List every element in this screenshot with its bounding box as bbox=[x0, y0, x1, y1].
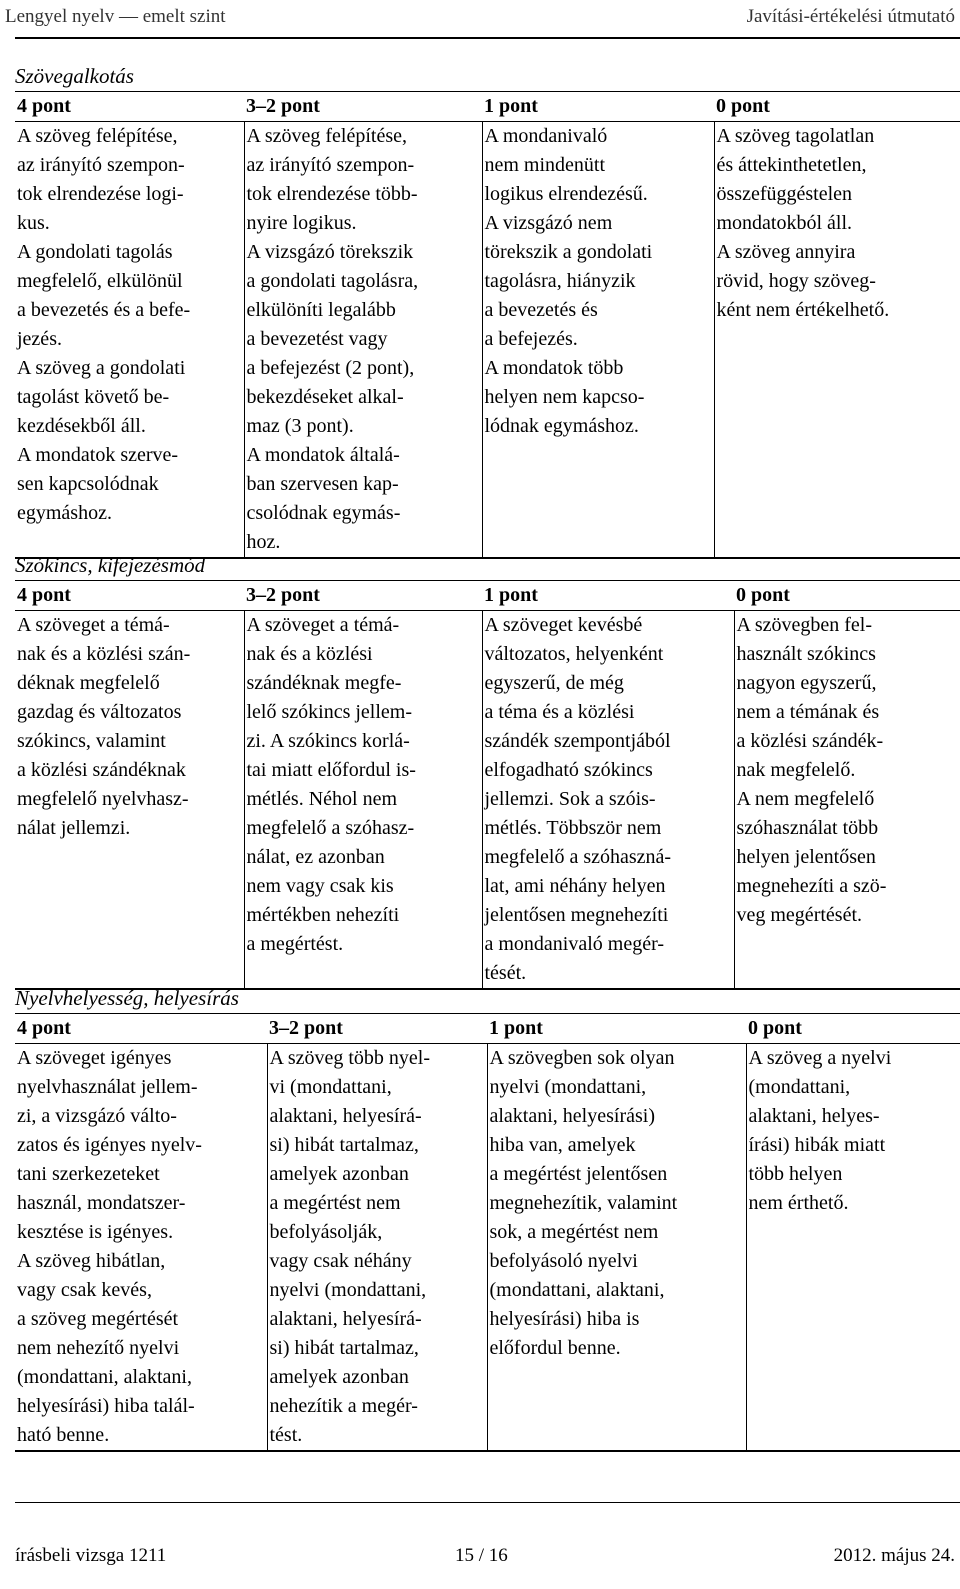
cell-text-line: A szöveg felépítése, bbox=[246, 125, 407, 147]
cell-3-2-pont bbox=[244, 122, 482, 559]
cell-text-line: A szövegben fel- bbox=[736, 614, 873, 636]
cell-text-line: A mondatok több bbox=[484, 357, 624, 379]
cell-text-line: tagolást követő be- bbox=[17, 386, 170, 408]
cell-3-2-pont bbox=[267, 1044, 487, 1452]
cell-text-line: kesztése is igényes. bbox=[17, 1221, 174, 1243]
cell-text-line: jelentősen megnehezíti bbox=[484, 904, 669, 926]
cell-text-line: sen kapcsolódnak bbox=[17, 473, 159, 495]
cell-text-line: rövid, hogy szöveg- bbox=[716, 270, 876, 292]
cell-3-2-pont bbox=[244, 611, 482, 990]
footer-exam-id: írásbeli vizsga 1211 bbox=[15, 1545, 167, 1566]
cell-text-line: tését. bbox=[484, 962, 527, 984]
cell-1-pont bbox=[482, 611, 734, 990]
cell-text-line: a közlési szándék- bbox=[736, 730, 884, 752]
cell-text-line: A szövegben sok olyan bbox=[489, 1047, 675, 1069]
cell-text-line: métlés. Néhol nem bbox=[246, 788, 398, 810]
cell-text-line: a bevezetés és a befe- bbox=[17, 299, 191, 321]
cell-text-line: előfordul benne. bbox=[489, 1337, 621, 1359]
section-nyelvhelyesseg bbox=[15, 985, 960, 1452]
cell-text-line: hoz. bbox=[246, 531, 281, 553]
cell-text-line: veg megértését. bbox=[736, 904, 862, 926]
col-header-1: 1 pont bbox=[482, 581, 734, 611]
section-szokincs bbox=[15, 552, 960, 990]
cell-text-line: megnehezítik, valamint bbox=[489, 1192, 678, 1214]
col-header-3-2: 3–2 pont bbox=[267, 1014, 487, 1044]
cell-text-line: nagyon egyszerű, bbox=[736, 672, 877, 694]
cell-text-line: A szöveg annyira bbox=[716, 241, 856, 263]
col-header-4: 4 pont bbox=[15, 581, 244, 611]
cell-text-line: (mondattani, bbox=[748, 1076, 851, 1098]
cell-1-pont bbox=[482, 122, 714, 559]
cell-text-line: több helyen bbox=[748, 1163, 843, 1185]
cell-text-line: a megértést jelentősen bbox=[489, 1163, 668, 1185]
cell-text-line: tést. bbox=[269, 1424, 303, 1446]
cell-text-line: a közlési szándéknak bbox=[17, 759, 186, 781]
col-header-4: 4 pont bbox=[15, 92, 244, 122]
col-header-0: 0 pont bbox=[734, 581, 960, 611]
cell-text-line: helyesírási) hiba talál- bbox=[17, 1395, 195, 1417]
col-header-0: 0 pont bbox=[714, 92, 960, 122]
cell-text-line: változatos, helyenként bbox=[484, 643, 664, 665]
section-title: Szókincs, kifejezésmód bbox=[15, 553, 206, 577]
cell-text-line: írási) hibák miatt bbox=[748, 1134, 886, 1156]
section-szovegalkotas bbox=[15, 63, 960, 559]
cell-text-line: nem a témának és bbox=[736, 701, 880, 723]
col-header-1: 1 pont bbox=[482, 92, 714, 122]
cell-text-line: nem nehezítő nyelvi bbox=[17, 1337, 180, 1359]
cell-text-line: nak és a közlési bbox=[246, 643, 373, 665]
cell-text-line: nyelvhasználat jellem- bbox=[17, 1076, 198, 1098]
cell-0-pont bbox=[746, 1044, 960, 1452]
rubric-header-row bbox=[15, 1014, 960, 1044]
page-header bbox=[5, 6, 955, 28]
cell-text-line: a bevezetést vagy bbox=[246, 328, 388, 350]
cell-text-line: ként nem értékelhető. bbox=[716, 299, 890, 321]
cell-text-line: vi (mondattani, bbox=[269, 1076, 392, 1098]
rubric-body-row bbox=[15, 1044, 960, 1452]
cell-text-line: A szöveget kevésbé bbox=[484, 614, 643, 636]
rubric-table bbox=[15, 580, 960, 990]
rubric-table bbox=[15, 91, 960, 559]
cell-text-line: mondatokból áll. bbox=[716, 212, 853, 234]
cell-text-line: A mondatok általá- bbox=[246, 444, 400, 466]
cell-text-line: zi. A szókincs korlá- bbox=[246, 730, 410, 752]
cell-text-line: A szöveget a témá- bbox=[17, 614, 170, 636]
footer-date: 2012. május 24. bbox=[833, 1545, 955, 1566]
rubric-header-row bbox=[15, 92, 960, 122]
cell-text-line: szókincs, valamint bbox=[17, 730, 166, 752]
cell-text-line: gazdag és változatos bbox=[17, 701, 182, 723]
cell-text-line: A vizsgázó törekszik bbox=[246, 241, 414, 263]
cell-text-line: befolyásolják, bbox=[269, 1221, 383, 1243]
cell-text-line: A szöveget a témá- bbox=[246, 614, 400, 636]
cell-text-line: A szöveg tagolatlan bbox=[716, 125, 875, 147]
cell-text-line: befolyásoló nyelvi bbox=[489, 1250, 638, 1272]
cell-text-line: si) hibát tartalmaz, bbox=[269, 1337, 419, 1359]
cell-text-line: csolódnak egymás- bbox=[246, 502, 401, 524]
cell-text-line: bekezdéseket alkal- bbox=[246, 386, 404, 408]
cell-text-line: tok elrendezése logi- bbox=[17, 183, 184, 205]
cell-text-line: alaktani, helyes- bbox=[748, 1105, 880, 1127]
cell-text-line: zatos és igényes nyelv- bbox=[17, 1134, 202, 1156]
cell-text-line: (mondattani, alaktani, bbox=[17, 1366, 192, 1388]
cell-text-line: megfelelő nyelvhasz- bbox=[17, 788, 189, 810]
col-header-3-2: 3–2 pont bbox=[244, 92, 482, 122]
cell-text-line: és áttekinthetetlen, bbox=[716, 154, 867, 176]
cell-text-line: egyszerű, de még bbox=[484, 672, 624, 694]
cell-text-line: si) hibát tartalmaz, bbox=[269, 1134, 419, 1156]
cell-text-line: összefüggéstelen bbox=[716, 183, 853, 205]
cell-text-line: A nem megfelelő bbox=[736, 788, 875, 810]
cell-text-line: a mondanivaló megér- bbox=[484, 933, 665, 955]
col-header-4: 4 pont bbox=[15, 1014, 267, 1044]
cell-text-line: nyelvi (mondattani, bbox=[269, 1279, 427, 1301]
cell-text-line: használ, mondatszer- bbox=[17, 1192, 186, 1214]
cell-text-line: hiba van, amelyek bbox=[489, 1134, 636, 1156]
cell-text-line: tagolásra, hiányzik bbox=[484, 270, 636, 292]
cell-text-line: a megértést. bbox=[246, 933, 344, 955]
cell-text-line: jezés. bbox=[17, 328, 62, 350]
cell-4-pont bbox=[15, 1044, 267, 1452]
cell-text-line: a gondolati tagolásra, bbox=[246, 270, 419, 292]
cell-text-line: ban szervesen kap- bbox=[246, 473, 399, 495]
cell-text-line: nem érthető. bbox=[748, 1192, 849, 1214]
rubric-body-row bbox=[15, 122, 960, 559]
cell-text-line: A szöveget igényes bbox=[17, 1047, 172, 1069]
cell-0-pont bbox=[714, 122, 960, 559]
cell-text-line: mértékben nehezíti bbox=[246, 904, 400, 926]
cell-text-line: zi, a vizsgázó válto- bbox=[17, 1105, 177, 1127]
cell-text-line: ható benne. bbox=[17, 1424, 110, 1446]
cell-text-line: nem mindenütt bbox=[484, 154, 606, 176]
cell-text-line: nálat jellemzi. bbox=[17, 817, 131, 839]
cell-text-line: vagy csak néhány bbox=[269, 1250, 412, 1272]
cell-text-line: logikus elrendezésű. bbox=[484, 183, 648, 205]
cell-text-line: elfogadható szókincs bbox=[484, 759, 653, 781]
cell-text-line: nyelvi (mondattani, bbox=[489, 1076, 647, 1098]
cell-0-pont bbox=[734, 611, 960, 990]
cell-text-line: vagy csak kevés, bbox=[17, 1279, 152, 1301]
cell-text-line: jellemzi. Sok a szóis- bbox=[484, 788, 656, 810]
cell-text-line: A szöveg hibátlan, bbox=[17, 1250, 166, 1272]
cell-text-line: tani szerkezeteket bbox=[17, 1163, 160, 1185]
col-header-0: 0 pont bbox=[746, 1014, 960, 1044]
section-title: Szövegalkotás bbox=[15, 64, 134, 88]
cell-text-line: szóhasználat több bbox=[736, 817, 879, 839]
cell-text-line: nak megfelelő. bbox=[736, 759, 856, 781]
cell-text-line: maz (3 pont). bbox=[246, 415, 354, 437]
cell-text-line: szándék szempontjából bbox=[484, 730, 671, 752]
cell-text-line: helyen nem kapcso- bbox=[484, 386, 645, 408]
cell-text-line: A gondolati tagolás bbox=[17, 241, 173, 263]
cell-text-line: a téma és a közlési bbox=[484, 701, 635, 723]
cell-text-line: megfelelő a szóhasz- bbox=[246, 817, 415, 839]
cell-text-line: amelyek azonban bbox=[269, 1366, 409, 1388]
cell-text-line: megfelelő, elkülönül bbox=[17, 270, 183, 292]
cell-text-line: A szöveg több nyel- bbox=[269, 1047, 431, 1069]
cell-text-line: amelyek azonban bbox=[269, 1163, 409, 1185]
cell-text-line: A vizsgázó nem bbox=[484, 212, 613, 234]
col-header-1: 1 pont bbox=[487, 1014, 746, 1044]
cell-text-line: a befejezés. bbox=[484, 328, 578, 350]
cell-text-line: törekszik a gondolati bbox=[484, 241, 653, 263]
cell-text-line: A szöveg a gondolati bbox=[17, 357, 186, 379]
cell-text-line: métlés. Többször nem bbox=[484, 817, 662, 839]
cell-text-line: kezdésekből áll. bbox=[17, 415, 146, 437]
cell-text-line: nak és a közlési szán- bbox=[17, 643, 191, 665]
cell-text-line: A mondatok szerve- bbox=[17, 444, 179, 466]
cell-text-line: nálat, ez azonban bbox=[246, 846, 385, 868]
cell-text-line: lelő szókincs jellem- bbox=[246, 701, 413, 723]
cell-text-line: az irányító szempon- bbox=[17, 154, 185, 176]
cell-text-line: lódnak egymáshoz. bbox=[484, 415, 639, 437]
header-subject: Lengyel nyelv — emelt szint bbox=[5, 6, 226, 27]
cell-text-line: lat, ami néhány helyen bbox=[484, 875, 666, 897]
cell-text-line: az irányító szempon- bbox=[246, 154, 415, 176]
cell-text-line: tok elrendezése több- bbox=[246, 183, 418, 205]
cell-text-line: nem vagy csak kis bbox=[246, 875, 394, 897]
cell-text-line: A szöveg a nyelvi bbox=[748, 1047, 892, 1069]
footer-rule bbox=[15, 1502, 960, 1503]
rubric-header-row bbox=[15, 581, 960, 611]
cell-text-line: a bevezetés és bbox=[484, 299, 598, 321]
rubric-table bbox=[15, 1013, 960, 1452]
cell-text-line: megfelelő a szóhaszná- bbox=[484, 846, 672, 868]
cell-text-line: (mondattani, alaktani, bbox=[489, 1279, 665, 1301]
cell-text-line: a befejezést (2 pont), bbox=[246, 357, 415, 379]
cell-text-line: használt szókincs bbox=[736, 643, 876, 665]
cell-text-line: a megértést nem bbox=[269, 1192, 401, 1214]
cell-text-line: kus. bbox=[17, 212, 50, 234]
cell-text-line: helyesírási) hiba is bbox=[489, 1308, 640, 1330]
section-title: Nyelvhelyesség, helyesírás bbox=[15, 986, 239, 1010]
cell-text-line: nyire logikus. bbox=[246, 212, 357, 234]
rubric-body-row bbox=[15, 611, 960, 990]
cell-text-line: megnehezíti a szö- bbox=[736, 875, 887, 897]
cell-text-line: alaktani, helyesírá- bbox=[269, 1105, 422, 1127]
page-number: 15 / 16 bbox=[455, 1545, 508, 1566]
cell-text-line: egymáshoz. bbox=[17, 502, 112, 524]
cell-text-line: tai miatt előfordul is- bbox=[246, 759, 416, 781]
cell-text-line: A szöveg felépítése, bbox=[17, 125, 178, 147]
cell-4-pont bbox=[15, 122, 244, 559]
cell-text-line: A mondanivaló bbox=[484, 125, 608, 147]
cell-text-line: helyen jelentősen bbox=[736, 846, 876, 868]
cell-4-pont bbox=[15, 611, 244, 990]
cell-text-line: nehezítik a megér- bbox=[269, 1395, 418, 1417]
header-doc-type: Javítási-értékelési útmutató bbox=[746, 6, 955, 27]
header-rule bbox=[15, 37, 960, 39]
cell-text-line: alaktani, helyesírási) bbox=[489, 1105, 655, 1127]
cell-text-line: alaktani, helyesírá- bbox=[269, 1308, 422, 1330]
cell-text-line: déknak megfelelő bbox=[17, 672, 160, 694]
col-header-3-2: 3–2 pont bbox=[244, 581, 482, 611]
cell-text-line: elkülöníti legalább bbox=[246, 299, 396, 321]
cell-text-line: szándéknak megfe- bbox=[246, 672, 402, 694]
cell-text-line: sok, a megértést nem bbox=[489, 1221, 659, 1243]
cell-1-pont bbox=[487, 1044, 746, 1452]
cell-text-line: a szöveg megértését bbox=[17, 1308, 179, 1330]
